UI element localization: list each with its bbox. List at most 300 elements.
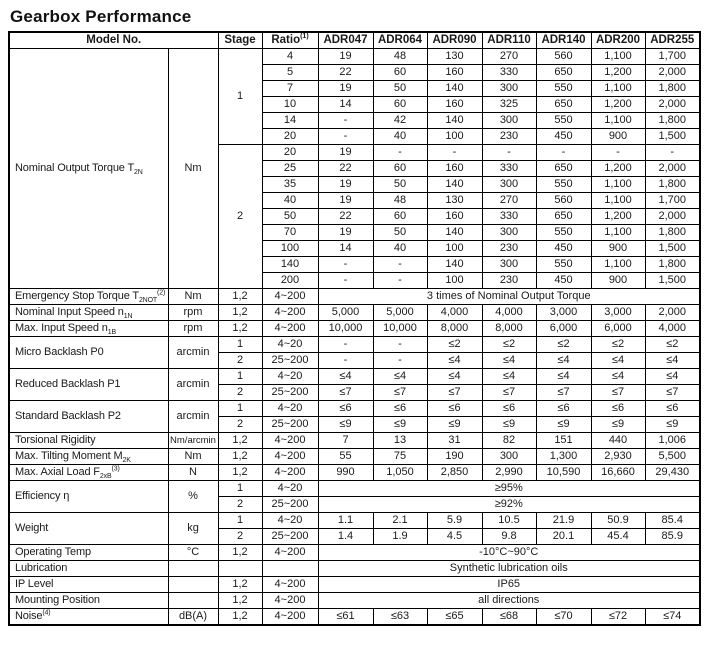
nominal-output-torque-ratio: 200 — [262, 273, 318, 289]
max-axial-load-value-ADR255: 29,430 — [645, 465, 700, 481]
weight-value-ADR255: 85.4 — [645, 513, 700, 529]
emergency-stop-torque-label — [9, 289, 168, 305]
standard-backlash-p2-value-ADR064: ≤9 — [373, 417, 427, 433]
weight-value-ADR140: 20.1 — [536, 529, 591, 545]
standard-backlash-p2-stage: 1 — [218, 401, 262, 417]
nominal-output-torque-stage: 1 — [218, 49, 262, 145]
reduced-backlash-p1-stage: 2 — [218, 385, 262, 401]
nominal-output-torque-value-ADR047: 22 — [318, 209, 373, 225]
nominal-output-torque-value-ADR047: - — [318, 257, 373, 273]
reduced-backlash-p1-stage: 1 — [218, 369, 262, 385]
max-tilting-moment-value-ADR064: 75 — [373, 449, 427, 465]
noise-value-ADR140: ≤70 — [536, 609, 591, 626]
reduced-backlash-p1-value-ADR047: ≤4 — [318, 369, 373, 385]
ip-level-label-text: IP Level — [15, 577, 54, 590]
max-input-speed-value-ADR064: 10,000 — [373, 321, 427, 337]
micro-backlash-p0-value-ADR200: ≤2 — [591, 337, 645, 353]
nominal-output-torque-value-ADR110: 330 — [482, 161, 536, 177]
reduced-backlash-p1-value-ADR110: ≤7 — [482, 385, 536, 401]
weight-value-ADR140: 21.9 — [536, 513, 591, 529]
micro-backlash-p0-value-ADR064: - — [373, 337, 427, 353]
torsional-rigidity-label — [9, 433, 168, 449]
nominal-output-torque-value-ADR064: 48 — [373, 49, 427, 65]
micro-backlash-p0-ratio: 25~200 — [262, 353, 318, 369]
nominal-output-torque-value-ADR090: 160 — [427, 209, 482, 225]
nominal-output-torque-value-ADR064: 40 — [373, 241, 427, 257]
nominal-output-torque-value-ADR064: 42 — [373, 113, 427, 129]
max-input-speed-value-ADR110: 8,000 — [482, 321, 536, 337]
nominal-input-speed-unit: rpm — [168, 305, 218, 321]
operating-temp-unit: °C — [168, 545, 218, 561]
ip-level-span-value: IP65 — [318, 577, 700, 593]
micro-backlash-p0-ratio: 4~20 — [262, 337, 318, 353]
nominal-input-speed-stage: 1,2 — [218, 305, 262, 321]
efficiency-label-text: Efficiency η — [15, 489, 70, 502]
ip-level-label — [9, 577, 168, 593]
standard-backlash-p2-value-ADR110: ≤9 — [482, 417, 536, 433]
nominal-output-torque-value-ADR047: - — [318, 273, 373, 289]
torsional-rigidity-stage: 1,2 — [218, 433, 262, 449]
noise-value-ADR110: ≤68 — [482, 609, 536, 626]
micro-backlash-p0-label — [9, 337, 168, 369]
nominal-output-torque-value-ADR110: 330 — [482, 65, 536, 81]
reduced-backlash-p1-value-ADR064: ≤7 — [373, 385, 427, 401]
nominal-output-torque-ratio: 10 — [262, 97, 318, 113]
nominal-output-torque-value-ADR255: 1,800 — [645, 113, 700, 129]
nominal-output-torque-value-ADR064: 50 — [373, 225, 427, 241]
nominal-output-torque-value-ADR255: 2,000 — [645, 65, 700, 81]
nominal-output-torque-value-ADR110: 325 — [482, 97, 536, 113]
max-tilting-moment-label-subscript: 2K — [122, 456, 131, 464]
weight-row — [9, 513, 700, 529]
weight-label — [9, 513, 168, 545]
nominal-output-torque-value-ADR255: 1,700 — [645, 193, 700, 209]
max-input-speed-ratio: 4~200 — [262, 321, 318, 337]
model-column-header: ADR064 — [373, 32, 427, 49]
nominal-output-torque-value-ADR200: 1,100 — [591, 177, 645, 193]
nominal-input-speed-value-ADR255: 2,000 — [645, 305, 700, 321]
standard-backlash-p2-unit: arcmin — [168, 401, 218, 433]
max-tilting-moment-value-ADR047: 55 — [318, 449, 373, 465]
torsional-rigidity-value-ADR047: 7 — [318, 433, 373, 449]
nominal-output-torque-value-ADR047: 14 — [318, 97, 373, 113]
nominal-output-torque-value-ADR047: 14 — [318, 241, 373, 257]
nominal-output-torque-value-ADR064: 60 — [373, 97, 427, 113]
efficiency-label — [9, 481, 168, 513]
nominal-output-torque-value-ADR110: - — [482, 145, 536, 161]
nominal-output-torque-value-ADR140: 550 — [536, 113, 591, 129]
nominal-output-torque-value-ADR140: 550 — [536, 225, 591, 241]
nominal-output-torque-value-ADR047: - — [318, 113, 373, 129]
nominal-output-torque-value-ADR064: - — [373, 273, 427, 289]
ip-level-ratio: 4~200 — [262, 577, 318, 593]
nominal-input-speed-value-ADR090: 4,000 — [427, 305, 482, 321]
nominal-output-torque-ratio: 140 — [262, 257, 318, 273]
max-input-speed-label-subscript: 1B — [107, 328, 116, 336]
emergency-stop-torque-span-value: 3 times of Nominal Output Torque — [318, 289, 700, 305]
nominal-output-torque-ratio: 40 — [262, 193, 318, 209]
nominal-output-torque-value-ADR064: 60 — [373, 65, 427, 81]
nominal-output-torque-ratio: 14 — [262, 113, 318, 129]
nominal-output-torque-value-ADR140: 650 — [536, 209, 591, 225]
emergency-stop-torque-row — [9, 289, 700, 305]
micro-backlash-p0-value-ADR047: - — [318, 337, 373, 353]
micro-backlash-p0-value-ADR200: ≤4 — [591, 353, 645, 369]
page-title: Gearbox Performance — [10, 7, 192, 26]
nominal-input-speed-ratio: 4~200 — [262, 305, 318, 321]
emergency-stop-torque-label-footnote: (2) — [157, 289, 166, 297]
noise-value-ADR064: ≤63 — [373, 609, 427, 626]
stage-header: Stage — [218, 32, 262, 49]
max-tilting-moment-label-text: Max. Tilting Moment M — [15, 449, 123, 462]
reduced-backlash-p1-value-ADR064: ≤4 — [373, 369, 427, 385]
emergency-stop-torque-ratio: 4~200 — [262, 289, 318, 305]
torsional-rigidity-row — [9, 433, 700, 449]
max-tilting-moment-stage: 1,2 — [218, 449, 262, 465]
weight-stage: 2 — [218, 529, 262, 545]
standard-backlash-p2-label — [9, 401, 168, 433]
torsional-rigidity-value-ADR140: 151 — [536, 433, 591, 449]
max-tilting-moment-unit: Nm — [168, 449, 218, 465]
micro-backlash-p0-value-ADR090: ≤4 — [427, 353, 482, 369]
micro-backlash-p0-unit: arcmin — [168, 337, 218, 369]
nominal-output-torque-value-ADR255: 1,500 — [645, 273, 700, 289]
nominal-output-torque-value-ADR047: 19 — [318, 225, 373, 241]
max-tilting-moment-label — [9, 449, 168, 465]
efficiency-span-value: ≥95% — [318, 481, 700, 497]
nominal-output-torque-value-ADR200: 1,100 — [591, 113, 645, 129]
reduced-backlash-p1-value-ADR140: ≤7 — [536, 385, 591, 401]
reduced-backlash-p1-value-ADR255: ≤7 — [645, 385, 700, 401]
noise-row — [9, 609, 700, 626]
max-input-speed-label-text: Max. Input Speed n — [15, 321, 108, 334]
nominal-output-torque-ratio: 100 — [262, 241, 318, 257]
emergency-stop-torque-label-subscript: 2NOT — [138, 296, 158, 304]
nominal-output-torque-value-ADR110: 300 — [482, 113, 536, 129]
reduced-backlash-p1-value-ADR255: ≤4 — [645, 369, 700, 385]
nominal-output-torque-label-text: Nominal Output Torque T — [15, 161, 135, 174]
nominal-output-torque-ratio: 7 — [262, 81, 318, 97]
max-axial-load-ratio: 4~200 — [262, 465, 318, 481]
weight-value-ADR090: 4.5 — [427, 529, 482, 545]
max-axial-load-value-ADR064: 1,050 — [373, 465, 427, 481]
nominal-output-torque-value-ADR110: 300 — [482, 81, 536, 97]
noise-stage: 1,2 — [218, 609, 262, 626]
torsional-rigidity-value-ADR255: 1,006 — [645, 433, 700, 449]
noise-label-text: Noise — [15, 609, 43, 622]
header-row — [9, 32, 700, 49]
weight-value-ADR200: 45.4 — [591, 529, 645, 545]
efficiency-unit: % — [168, 481, 218, 513]
max-axial-load-row — [9, 465, 700, 481]
nominal-output-torque-value-ADR200: 900 — [591, 273, 645, 289]
weight-label-text: Weight — [15, 521, 49, 534]
max-axial-load-value-ADR090: 2,850 — [427, 465, 482, 481]
nominal-output-torque-value-ADR064: 60 — [373, 209, 427, 225]
max-input-speed-value-ADR255: 4,000 — [645, 321, 700, 337]
standard-backlash-p2-stage: 2 — [218, 417, 262, 433]
torsional-rigidity-value-ADR064: 13 — [373, 433, 427, 449]
max-input-speed-stage: 1,2 — [218, 321, 262, 337]
nominal-output-torque-value-ADR047: 19 — [318, 81, 373, 97]
ratio-header-text: Ratio — [271, 34, 301, 47]
nominal-output-torque-value-ADR090: 160 — [427, 161, 482, 177]
nominal-output-torque-value-ADR090: 140 — [427, 177, 482, 193]
weight-value-ADR064: 1.9 — [373, 529, 427, 545]
lubrication-ratio — [262, 561, 318, 577]
nominal-output-torque-value-ADR200: 1,100 — [591, 81, 645, 97]
nominal-output-torque-ratio: 50 — [262, 209, 318, 225]
torsional-rigidity-value-ADR110: 82 — [482, 433, 536, 449]
nominal-output-torque-value-ADR200: 1,200 — [591, 97, 645, 113]
weight-stage: 1 — [218, 513, 262, 529]
mounting-position-row — [9, 593, 700, 609]
max-tilting-moment-value-ADR200: 2,930 — [591, 449, 645, 465]
nominal-output-torque-value-ADR140: 550 — [536, 257, 591, 273]
nominal-output-torque-value-ADR090: - — [427, 145, 482, 161]
weight-value-ADR047: 1.1 — [318, 513, 373, 529]
reduced-backlash-p1-value-ADR047: ≤7 — [318, 385, 373, 401]
nominal-output-torque-stage: 2 — [218, 145, 262, 289]
nominal-output-torque-value-ADR140: 450 — [536, 129, 591, 145]
nominal-output-torque-value-ADR064: - — [373, 145, 427, 161]
nominal-output-torque-label — [9, 49, 168, 289]
lubrication-label-text: Lubrication — [15, 561, 68, 574]
nominal-output-torque-value-ADR255: - — [645, 145, 700, 161]
micro-backlash-p0-value-ADR110: ≤4 — [482, 353, 536, 369]
torsional-rigidity-value-ADR090: 31 — [427, 433, 482, 449]
nominal-output-torque-value-ADR140: 450 — [536, 273, 591, 289]
nominal-input-speed-label-subscript: 1N — [123, 312, 133, 320]
nominal-output-torque-value-ADR140: 560 — [536, 49, 591, 65]
noise-value-ADR255: ≤74 — [645, 609, 700, 626]
max-axial-load-label-subscript: 2xB — [99, 472, 112, 480]
nominal-output-torque-value-ADR090: 100 — [427, 241, 482, 257]
standard-backlash-p2-label-text: Standard Backlash P2 — [15, 409, 121, 422]
nominal-output-torque-value-ADR255: 1,800 — [645, 257, 700, 273]
nominal-output-torque-value-ADR140: 650 — [536, 97, 591, 113]
micro-backlash-p0-value-ADR090: ≤2 — [427, 337, 482, 353]
model-column-header: ADR090 — [427, 32, 482, 49]
model-no-header: Model No. — [9, 32, 218, 49]
lubrication-stage — [218, 561, 262, 577]
noise-label — [9, 609, 168, 626]
reduced-backlash-p1-label-text: Reduced Backlash P1 — [15, 377, 121, 390]
noise-unit: dB(A) — [168, 609, 218, 626]
nominal-output-torque-value-ADR140: - — [536, 145, 591, 161]
micro-backlash-p0-stage: 1 — [218, 337, 262, 353]
nominal-output-torque-value-ADR090: 140 — [427, 225, 482, 241]
max-tilting-moment-row — [9, 449, 700, 465]
nominal-output-torque-value-ADR140: 550 — [536, 81, 591, 97]
nominal-output-torque-value-ADR140: 650 — [536, 161, 591, 177]
nominal-output-torque-value-ADR090: 100 — [427, 129, 482, 145]
reduced-backlash-p1-value-ADR200: ≤4 — [591, 369, 645, 385]
weight-value-ADR047: 1.4 — [318, 529, 373, 545]
nominal-input-speed-value-ADR064: 5,000 — [373, 305, 427, 321]
weight-value-ADR110: 10.5 — [482, 513, 536, 529]
nominal-output-torque-value-ADR110: 330 — [482, 209, 536, 225]
reduced-backlash-p1-unit: arcmin — [168, 369, 218, 401]
nominal-output-torque-value-ADR047: 22 — [318, 161, 373, 177]
nominal-output-torque-label-subscript: 2N — [134, 168, 143, 176]
max-input-speed-unit: rpm — [168, 321, 218, 337]
max-tilting-moment-value-ADR110: 300 — [482, 449, 536, 465]
gearbox-spec-table — [8, 31, 701, 626]
emergency-stop-torque-unit: Nm — [168, 289, 218, 305]
weight-ratio: 4~20 — [262, 513, 318, 529]
ratio-header-footnote: (1) — [300, 33, 309, 41]
standard-backlash-p2-ratio: 25~200 — [262, 417, 318, 433]
reduced-backlash-p1-row — [9, 369, 700, 385]
model-column-header: ADR110 — [482, 32, 536, 49]
nominal-output-torque-value-ADR090: 140 — [427, 257, 482, 273]
max-tilting-moment-value-ADR255: 5,500 — [645, 449, 700, 465]
mounting-position-unit — [168, 593, 218, 609]
nominal-output-torque-value-ADR200: 900 — [591, 129, 645, 145]
nominal-output-torque-value-ADR255: 1,800 — [645, 177, 700, 193]
model-column-header: ADR140 — [536, 32, 591, 49]
reduced-backlash-p1-ratio: 25~200 — [262, 385, 318, 401]
weight-value-ADR255: 85.9 — [645, 529, 700, 545]
nominal-output-torque-value-ADR047: 19 — [318, 193, 373, 209]
ip-level-stage: 1,2 — [218, 577, 262, 593]
nominal-output-torque-value-ADR090: 130 — [427, 193, 482, 209]
micro-backlash-p0-stage: 2 — [218, 353, 262, 369]
nominal-input-speed-label-text: Nominal Input Speed n — [15, 305, 124, 318]
nominal-output-torque-value-ADR110: 230 — [482, 129, 536, 145]
nominal-output-torque-value-ADR200: 1,100 — [591, 49, 645, 65]
standard-backlash-p2-value-ADR110: ≤6 — [482, 401, 536, 417]
efficiency-ratio: 25~200 — [262, 497, 318, 513]
nominal-input-speed-value-ADR047: 5,000 — [318, 305, 373, 321]
micro-backlash-p0-value-ADR110: ≤2 — [482, 337, 536, 353]
reduced-backlash-p1-ratio: 4~20 — [262, 369, 318, 385]
operating-temp-label-text: Operating Temp — [15, 545, 91, 558]
mounting-position-ratio: 4~200 — [262, 593, 318, 609]
max-tilting-moment-value-ADR090: 190 — [427, 449, 482, 465]
max-input-speed-row — [9, 321, 700, 337]
operating-temp-span-value: -10°C~90°C — [318, 545, 700, 561]
torsional-rigidity-unit: Nm/arcmin — [168, 433, 218, 449]
standard-backlash-p2-value-ADR255: ≤6 — [645, 401, 700, 417]
nominal-output-torque-value-ADR255: 1,500 — [645, 241, 700, 257]
max-tilting-moment-ratio: 4~200 — [262, 449, 318, 465]
torsional-rigidity-ratio: 4~200 — [262, 433, 318, 449]
nominal-output-torque-value-ADR110: 270 — [482, 49, 536, 65]
nominal-output-torque-value-ADR090: 160 — [427, 97, 482, 113]
micro-backlash-p0-value-ADR140: ≤4 — [536, 353, 591, 369]
standard-backlash-p2-value-ADR090: ≤6 — [427, 401, 482, 417]
nominal-output-torque-ratio: 20 — [262, 129, 318, 145]
nominal-output-torque-value-ADR140: 450 — [536, 241, 591, 257]
nominal-output-torque-value-ADR255: 1,500 — [645, 129, 700, 145]
nominal-output-torque-value-ADR140: 550 — [536, 177, 591, 193]
nominal-input-speed-value-ADR140: 3,000 — [536, 305, 591, 321]
nominal-output-torque-value-ADR255: 2,000 — [645, 97, 700, 113]
nominal-output-torque-value-ADR090: 130 — [427, 49, 482, 65]
lubrication-row — [9, 561, 700, 577]
reduced-backlash-p1-label — [9, 369, 168, 401]
nominal-output-torque-value-ADR255: 2,000 — [645, 209, 700, 225]
standard-backlash-p2-value-ADR255: ≤9 — [645, 417, 700, 433]
efficiency-span-value: ≥92% — [318, 497, 700, 513]
emergency-stop-torque-stage: 1,2 — [218, 289, 262, 305]
model-column-header: ADR200 — [591, 32, 645, 49]
max-tilting-moment-value-ADR140: 1,300 — [536, 449, 591, 465]
micro-backlash-p0-value-ADR140: ≤2 — [536, 337, 591, 353]
micro-backlash-p0-row — [9, 337, 700, 353]
reduced-backlash-p1-value-ADR140: ≤4 — [536, 369, 591, 385]
max-axial-load-value-ADR140: 10,590 — [536, 465, 591, 481]
nominal-output-torque-value-ADR047: 19 — [318, 145, 373, 161]
nominal-output-torque-value-ADR255: 1,800 — [645, 81, 700, 97]
nominal-output-torque-value-ADR047: 19 — [318, 49, 373, 65]
noise-value-ADR090: ≤65 — [427, 609, 482, 626]
max-input-speed-value-ADR090: 8,000 — [427, 321, 482, 337]
nominal-output-torque-ratio: 5 — [262, 65, 318, 81]
max-axial-load-label-text: Max. Axial Load F — [15, 465, 100, 478]
nominal-output-torque-value-ADR064: 40 — [373, 129, 427, 145]
mounting-position-stage: 1,2 — [218, 593, 262, 609]
nominal-output-torque-value-ADR090: 140 — [427, 113, 482, 129]
max-axial-load-label-footnote: (3) — [111, 465, 120, 473]
nominal-output-torque-value-ADR064: 60 — [373, 161, 427, 177]
model-column-header: ADR255 — [645, 32, 700, 49]
weight-value-ADR110: 9.8 — [482, 529, 536, 545]
nominal-output-torque-value-ADR090: 100 — [427, 273, 482, 289]
nominal-output-torque-value-ADR110: 300 — [482, 177, 536, 193]
mounting-position-label-text: Mounting Position — [15, 593, 100, 606]
micro-backlash-p0-label-text: Micro Backlash P0 — [15, 345, 104, 358]
standard-backlash-p2-value-ADR090: ≤9 — [427, 417, 482, 433]
nominal-output-torque-value-ADR140: 650 — [536, 65, 591, 81]
operating-temp-row — [9, 545, 700, 561]
reduced-backlash-p1-value-ADR110: ≤4 — [482, 369, 536, 385]
torsional-rigidity-value-ADR200: 440 — [591, 433, 645, 449]
standard-backlash-p2-ratio: 4~20 — [262, 401, 318, 417]
nominal-input-speed-value-ADR200: 3,000 — [591, 305, 645, 321]
model-column-header: ADR047 — [318, 32, 373, 49]
noise-ratio: 4~200 — [262, 609, 318, 626]
nominal-output-torque-value-ADR110: 300 — [482, 257, 536, 273]
standard-backlash-p2-value-ADR200: ≤6 — [591, 401, 645, 417]
operating-temp-label — [9, 545, 168, 561]
standard-backlash-p2-value-ADR200: ≤9 — [591, 417, 645, 433]
max-input-speed-label — [9, 321, 168, 337]
nominal-output-torque-value-ADR255: 2,000 — [645, 161, 700, 177]
nominal-output-torque-ratio: 4 — [262, 49, 318, 65]
nominal-output-torque-value-ADR110: 230 — [482, 273, 536, 289]
ip-level-unit — [168, 577, 218, 593]
max-input-speed-value-ADR140: 6,000 — [536, 321, 591, 337]
nominal-input-speed-value-ADR110: 4,000 — [482, 305, 536, 321]
lubrication-span-value: Synthetic lubrication oils — [318, 561, 700, 577]
operating-temp-stage: 1,2 — [218, 545, 262, 561]
nominal-output-torque-value-ADR200: 900 — [591, 241, 645, 257]
nominal-input-speed-row — [9, 305, 700, 321]
nominal-output-torque-value-ADR140: 560 — [536, 193, 591, 209]
standard-backlash-p2-row — [9, 401, 700, 417]
efficiency-ratio: 4~20 — [262, 481, 318, 497]
noise-value-ADR047: ≤61 — [318, 609, 373, 626]
max-axial-load-value-ADR047: 990 — [318, 465, 373, 481]
noise-value-ADR200: ≤72 — [591, 609, 645, 626]
nominal-output-torque-value-ADR110: 230 — [482, 241, 536, 257]
max-input-speed-value-ADR047: 10,000 — [318, 321, 373, 337]
nominal-output-torque-value-ADR064: 50 — [373, 177, 427, 193]
nominal-output-torque-value-ADR200: 1,200 — [591, 65, 645, 81]
